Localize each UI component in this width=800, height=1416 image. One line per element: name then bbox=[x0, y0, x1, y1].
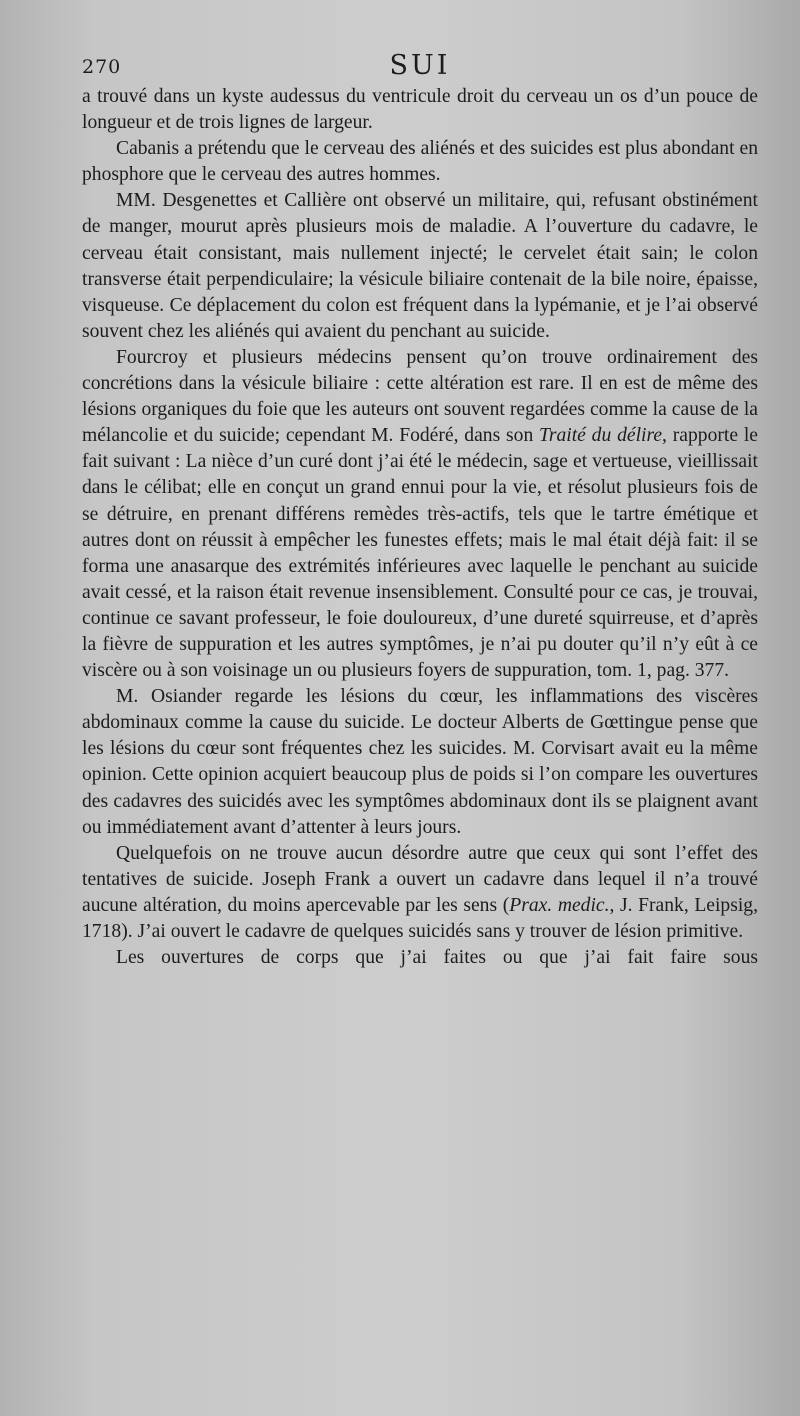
book-title-prax-medic: Prax. medic. bbox=[509, 894, 610, 916]
paragraph-osiander: M. Osiander regarde les lésions du cœur, les inflammations des viscères abdominaux comme la cause du suicide. Le docteur Alberts de Gœttingue pense que les lésions du cœur sont fréquentes chez les suicides. M. Corvisart avait eu la même opinion. Cette opinion acquiert beaucoup plus de poids si l’on compare les ouvertures des cadavres des suicidés avec les symptômes abdominaux dont ils se plaignent avant ou immédiatement avant d’attenter à leurs jours. bbox=[82, 686, 758, 838]
book-title-traite-du-delire: Traité du délire bbox=[539, 425, 663, 447]
paragraph-frank bbox=[82, 841, 758, 945]
paragraph-ouvertures: Les ouvertures de corps que j’ai faites ou que j’ai fait faire sous bbox=[116, 947, 758, 969]
paragraph-continuation: a trouvé dans un kyste audessus du ventricule droit du cerveau un os d’un pouce de longueur et de trois lignes de largeur. bbox=[82, 86, 758, 134]
paragraph-cabanis: Cabanis a prétendu que le cerveau des aliénés et des suicides est plus abondant en phosphore que le cerveau des autres hommes. bbox=[82, 138, 758, 186]
paragraph-frank-text-b: , J. Frank, Leipsig, 1718). J’ai ouvert le cadavre de quelques suicidés sans y trouver de lésion primitive. bbox=[82, 894, 758, 942]
paragraph-fourcroy-text-b: , rapporte le fait suivant : La nièce d’un curé dont j’ai été le médecin, sage et vertueuse, vieillissait dans le célibat; elle en conçut un grand ennui pour la vie, et résolut plusieurs fois de se détruire, en prenant différens remèdes très-actifs, tels que le tartre émétique et autres dont on réussit à empêcher les funestes effets; mais le mal était déjà fait: il se forma une anasarque des extrémités inférieures avec laquelle le penchant au suicide avait cessé, et la raison était revenue insensiblement. Consulté pour ce cas, je trouvai, continue ce savant professeur, le foie douloureux, d’une dureté squirreuse, et d’après la fièvre de suppuration et les autres symptômes, je n’ai pu douter qu’il n’y eût à ce viscère ou à son voisinage un ou plusieurs foyers de suppuration, tom. 1, pag. 377. bbox=[82, 425, 758, 682]
paragraph-frank-text-a: Quelquefois on ne trouve aucun désordre autre que ceux qui sont l’effet des tentatives de suicide. Joseph Frank a ouvert un cadavre dans lequel il n’a trouvé aucune altération, du moins apercevable par les sens ( bbox=[82, 842, 758, 916]
running-head: SUI bbox=[389, 50, 451, 81]
paragraph-fourcroy bbox=[82, 345, 758, 684]
paragraph-fourcroy-text-a: Fourcroy et plusieurs médecins pensent qu’on trouve ordinairement des concrétions dans la vésicule biliaire : cette altération est rare. Il en est de même des lésions organiques du foie que les auteurs ont souvent regardées comme la cause de la mélancolie et du suicide; cependant M. Fodéré, dans son bbox=[82, 346, 758, 447]
page-body bbox=[82, 84, 758, 971]
page-number: 270 bbox=[82, 56, 122, 78]
paragraph-desgenettes: MM. Desgenettes et Callière ont observé un militaire, qui, refusant obstinément de manger, mourut après plusieurs mois de maladie. A l’ouverture du cadavre, le cerveau était consistant, mais nullement injecté; le cervelet était sain; le colon transverse était perpendiculaire; la vésicule biliaire contenait de la bile noire, épaisse, visqueuse. Ce déplacement du colon est fréquent dans la lypémanie, et je l’ai observé souvent chez les aliénés qui avaient du penchant au suicide. bbox=[82, 190, 758, 342]
page-header bbox=[82, 50, 758, 84]
